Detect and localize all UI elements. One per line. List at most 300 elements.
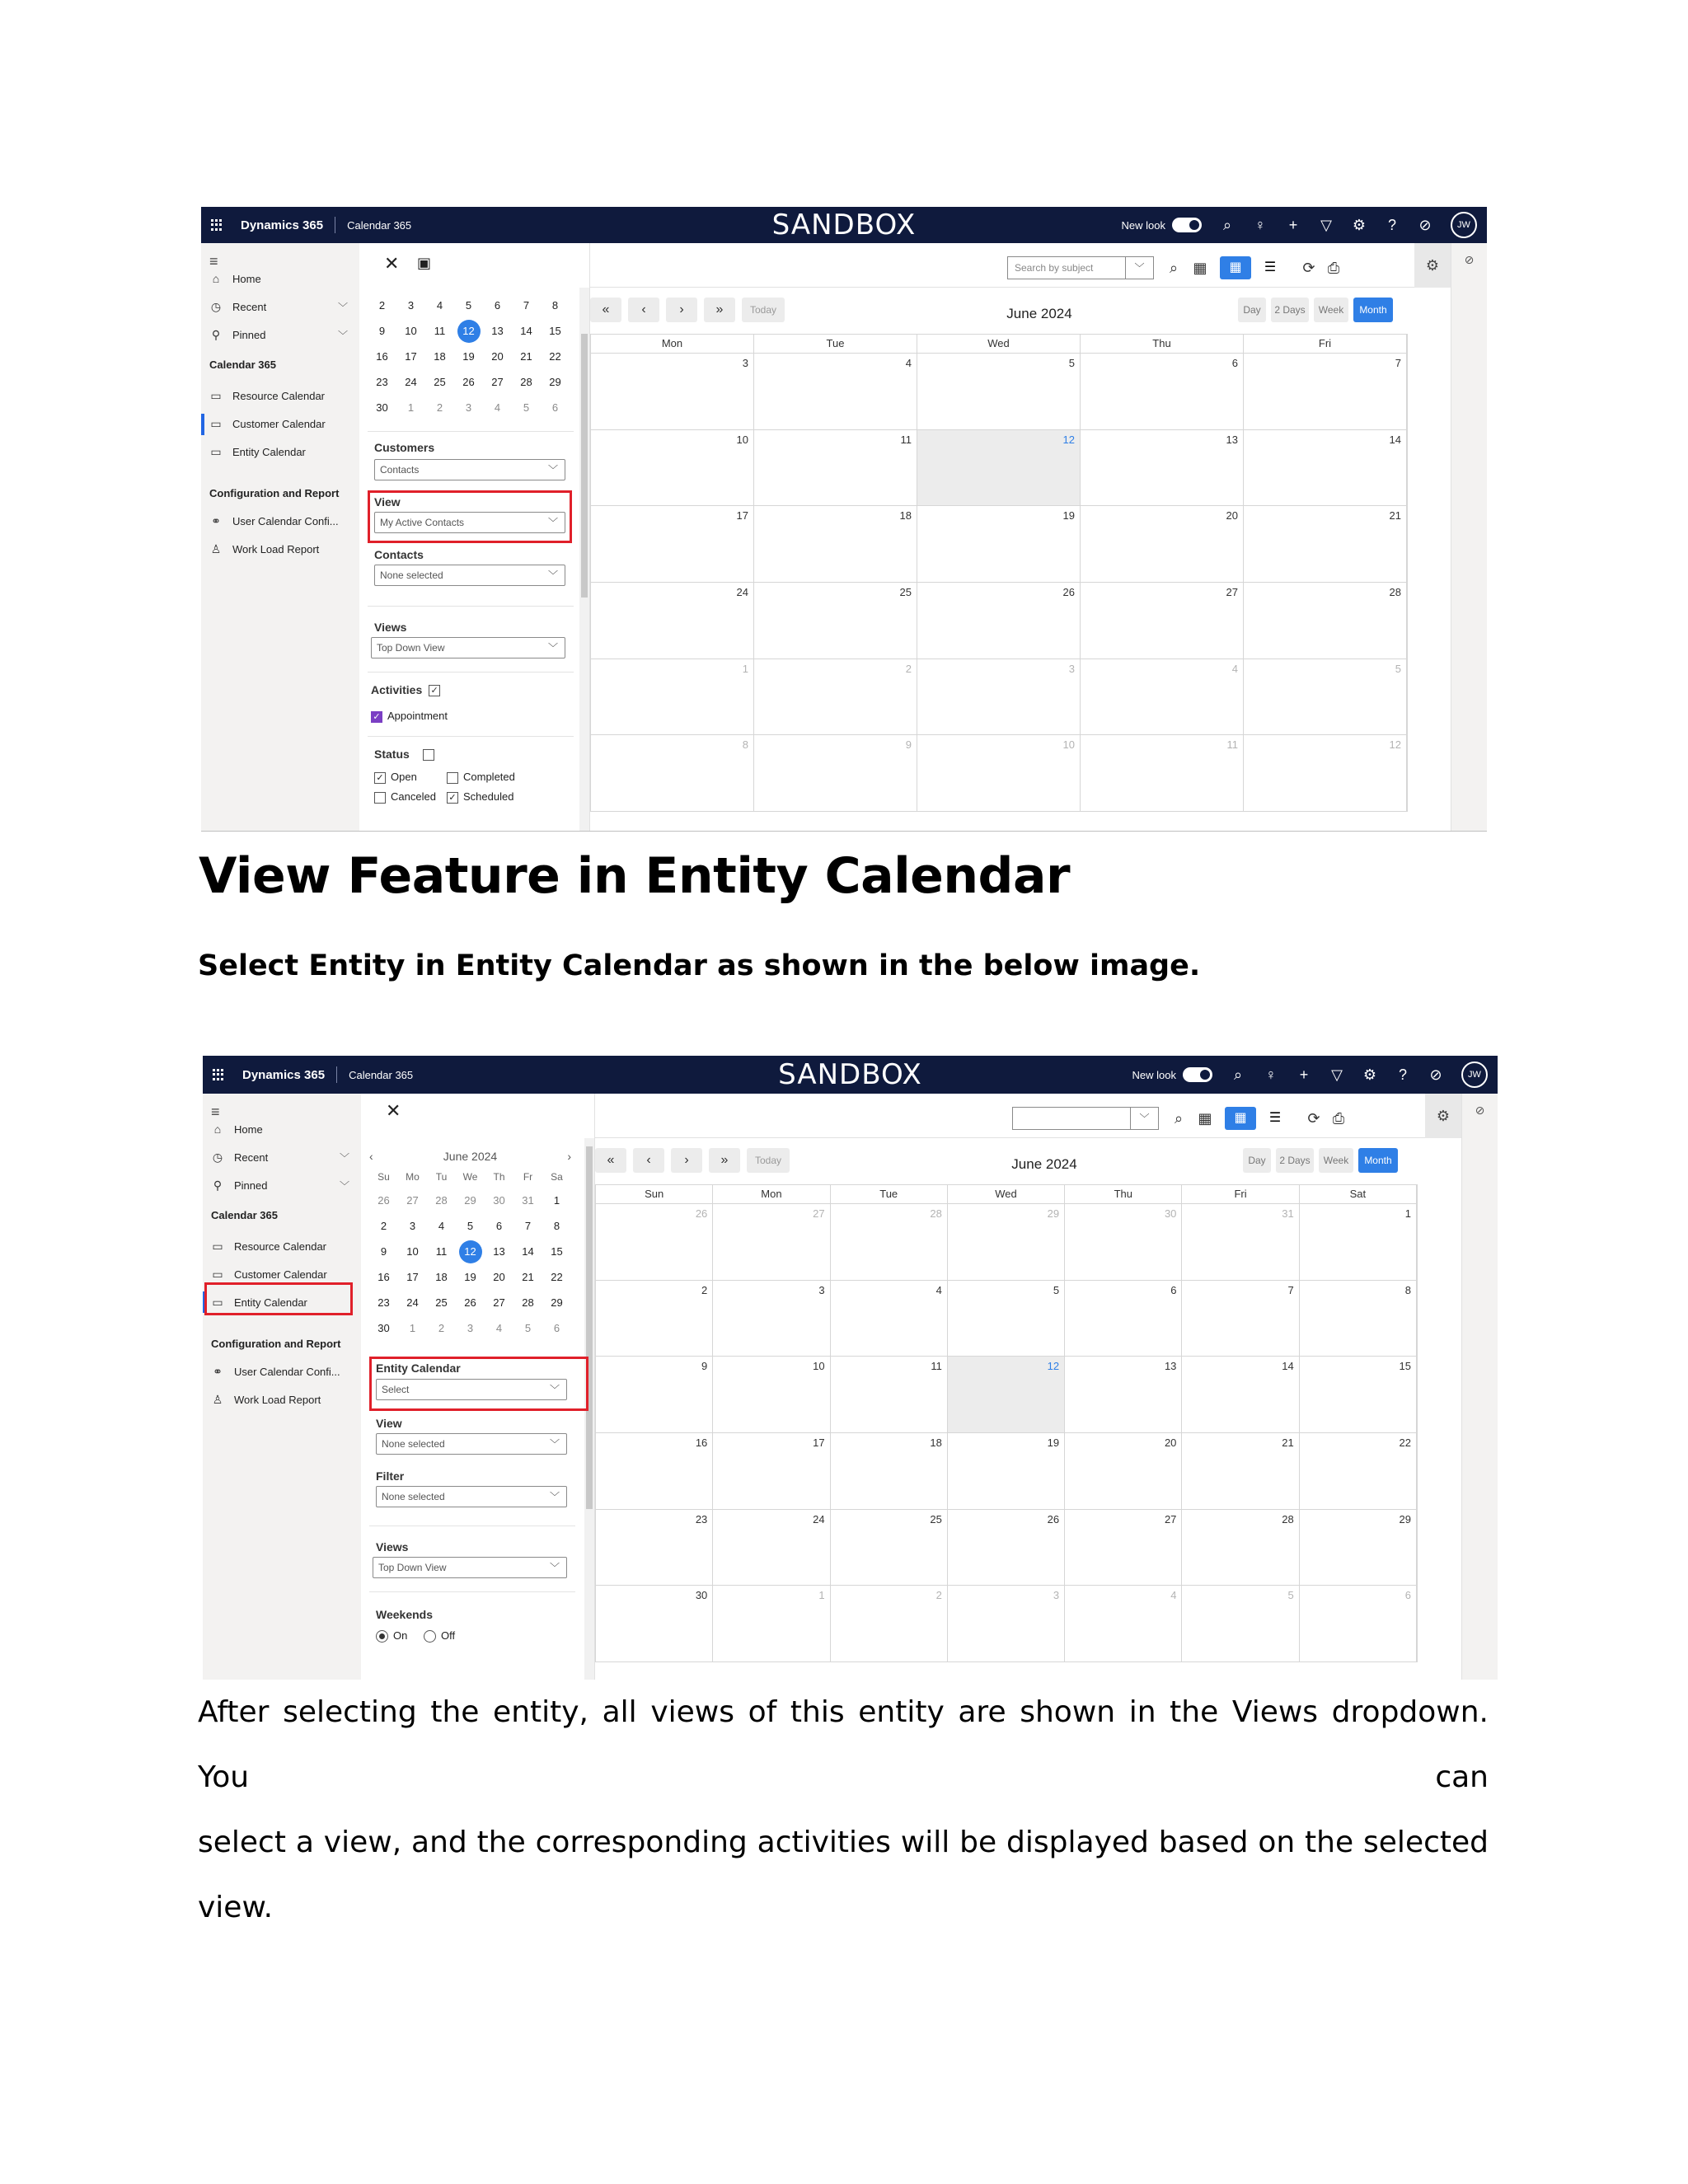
mini-week-row bbox=[369, 1264, 571, 1290]
mini-day[interactable]: 25 bbox=[434, 376, 446, 388]
two-days-button[interactable]: 2 Days bbox=[1276, 1148, 1314, 1173]
day-cell[interactable]: 13 bbox=[1065, 1356, 1182, 1432]
search-input[interactable] bbox=[1007, 256, 1154, 279]
sidebar-item-workload-report[interactable] bbox=[201, 537, 359, 561]
mini-day[interactable]: 20 bbox=[493, 1271, 505, 1283]
day-cell[interactable]: 26 bbox=[596, 1203, 713, 1280]
day-cell[interactable]: 24 bbox=[713, 1509, 830, 1586]
day-cell[interactable]: 1 bbox=[591, 658, 754, 735]
plus-icon[interactable]: + bbox=[1299, 1066, 1309, 1083]
day-cell[interactable]: 10 bbox=[917, 734, 1081, 811]
mini-day[interactable]: 23 bbox=[376, 376, 388, 388]
day-cell[interactable]: 28 bbox=[831, 1203, 948, 1280]
mini-day[interactable]: 19 bbox=[464, 1271, 476, 1283]
sidebar-item-label: Pinned bbox=[234, 1179, 268, 1192]
plus-icon[interactable]: + bbox=[1288, 217, 1298, 233]
sidebar-item-user-calendar-config[interactable] bbox=[201, 509, 359, 533]
day-cell[interactable]: 1 bbox=[713, 1585, 830, 1661]
mini-week-row bbox=[369, 1290, 571, 1315]
appointment-row bbox=[371, 710, 448, 723]
week-button[interactable]: Week bbox=[1319, 1148, 1353, 1173]
chevron-down-icon: ﹀ bbox=[549, 1438, 560, 1450]
help-icon[interactable]: ? bbox=[1398, 1066, 1407, 1083]
sidebar-item-label: Recent bbox=[234, 1151, 269, 1164]
view-label: View bbox=[376, 1417, 402, 1430]
calendar-check-icon[interactable]: ▦ bbox=[1193, 260, 1207, 276]
views-select[interactable] bbox=[373, 1557, 567, 1578]
mini-day[interactable]: 17 bbox=[406, 1271, 419, 1283]
sidebar-item-recent[interactable] bbox=[203, 1145, 361, 1169]
day-cell[interactable]: 20 bbox=[1081, 505, 1244, 582]
mini-day[interactable]: 14 bbox=[520, 325, 532, 337]
list-view-icon[interactable]: ☰ bbox=[1268, 1111, 1282, 1125]
toggle-switch[interactable] bbox=[1172, 218, 1202, 232]
day-cell[interactable]: 14 bbox=[1182, 1356, 1299, 1432]
day-cell[interactable]: 30 bbox=[1065, 1203, 1182, 1280]
lightbulb-icon[interactable]: ♀ bbox=[1254, 217, 1266, 233]
mini-day[interactable]: 27 bbox=[406, 1194, 419, 1207]
day-cell[interactable]: 19 bbox=[948, 1432, 1065, 1509]
next-icon[interactable]: › bbox=[666, 298, 697, 322]
screenshot-entity-calendar bbox=[203, 1056, 1498, 1680]
toggle-switch[interactable] bbox=[1183, 1067, 1212, 1082]
mini-day[interactable]: 10 bbox=[406, 1245, 419, 1258]
mini-day[interactable]: 1 bbox=[407, 401, 415, 414]
scrollbar[interactable] bbox=[579, 288, 589, 831]
day-cell[interactable]: 4 bbox=[754, 353, 917, 429]
day-cell[interactable]: 3 bbox=[591, 353, 754, 429]
mini-day[interactable]: 5 bbox=[467, 1220, 474, 1232]
contacts-label: Contacts bbox=[374, 548, 424, 561]
prev-month-icon[interactable]: « bbox=[590, 298, 621, 322]
mini-day[interactable]: 2 bbox=[378, 299, 386, 312]
mini-day[interactable]: 31 bbox=[522, 1194, 534, 1207]
mini-day[interactable]: 28 bbox=[520, 376, 532, 388]
on-radio[interactable] bbox=[376, 1630, 388, 1643]
day-cell[interactable]: 28 bbox=[1244, 582, 1407, 658]
mini-day[interactable]: 13 bbox=[493, 1245, 505, 1258]
day-cell[interactable]: 19 bbox=[917, 505, 1081, 582]
copilot-icon[interactable]: ⊘ bbox=[1475, 1104, 1485, 1117]
mini-day[interactable]: 1 bbox=[553, 1194, 560, 1207]
today-button[interactable]: Today bbox=[747, 1148, 790, 1173]
mini-day[interactable]: 18 bbox=[435, 1271, 448, 1283]
day-button[interactable]: Day bbox=[1238, 298, 1266, 322]
day-cell[interactable]: 30 bbox=[596, 1585, 713, 1661]
day-cell[interactable]: 20 bbox=[1065, 1432, 1182, 1509]
mini-week-row bbox=[369, 1213, 571, 1239]
nav-section-title: Configuration and Report bbox=[211, 1338, 341, 1350]
day-cell[interactable]: 6 bbox=[1065, 1280, 1182, 1357]
mini-day[interactable]: 5 bbox=[524, 1322, 532, 1334]
app-name[interactable]: Calendar 365 bbox=[349, 1068, 414, 1081]
print-icon[interactable]: ⎙ bbox=[1327, 260, 1340, 276]
mini-day[interactable]: 2 bbox=[380, 1220, 387, 1232]
select-value: Top Down View bbox=[377, 642, 445, 654]
day-cell[interactable]: 22 bbox=[1300, 1432, 1417, 1509]
app-launcher-icon[interactable] bbox=[211, 219, 223, 231]
contacts-select[interactable] bbox=[374, 565, 565, 586]
mini-day[interactable]: 27 bbox=[493, 1296, 505, 1309]
mini-day[interactable]: 3 bbox=[409, 1220, 416, 1232]
status-checkbox[interactable] bbox=[423, 749, 434, 761]
mini-day[interactable]: 1 bbox=[409, 1322, 416, 1334]
top-bar bbox=[201, 207, 1487, 243]
copilot-icon[interactable]: ⊘ bbox=[1464, 253, 1475, 266]
sidebar-item-pinned[interactable] bbox=[203, 1173, 361, 1197]
day-cell[interactable]: 10 bbox=[591, 429, 754, 506]
mini-day[interactable]: 7 bbox=[523, 299, 530, 312]
mini-day[interactable]: 11 bbox=[435, 1245, 448, 1258]
mini-day[interactable]: 21 bbox=[520, 350, 532, 363]
chevron-down-icon[interactable]: ﹀ bbox=[337, 301, 348, 313]
day-cell[interactable]: 4 bbox=[1081, 658, 1244, 735]
appointment-checkbox[interactable]: ✓ bbox=[371, 711, 382, 723]
day-cell[interactable]: 14 bbox=[1244, 429, 1407, 506]
mini-day[interactable]: 4 bbox=[436, 299, 443, 312]
day-cell[interactable]: 3 bbox=[948, 1585, 1065, 1661]
day-cell[interactable]: 2 bbox=[596, 1280, 713, 1357]
month-button[interactable]: Month bbox=[1358, 1148, 1398, 1173]
day-cell[interactable]: 27 bbox=[1081, 582, 1244, 658]
sidebar-item-entity-calendar[interactable] bbox=[201, 439, 359, 464]
filter-select[interactable] bbox=[376, 1486, 567, 1507]
mini-day[interactable]: 26 bbox=[377, 1194, 390, 1207]
day-cell[interactable]: 12 bbox=[1244, 734, 1407, 811]
day-cell[interactable]: 2 bbox=[754, 658, 917, 735]
today-button[interactable]: Today bbox=[742, 298, 785, 322]
customers-select[interactable] bbox=[374, 459, 565, 480]
weekends-off-option bbox=[424, 1629, 455, 1643]
sidebar-item-customer-calendar[interactable] bbox=[201, 411, 359, 436]
paragraph-line: After selecting the entity, all views of this entity are shown in the Views dropdown. You can bbox=[198, 1695, 1489, 1794]
mini-day[interactable]: 3 bbox=[467, 1322, 474, 1334]
list-view-icon[interactable]: ☰ bbox=[1264, 260, 1277, 274]
mini-week-row bbox=[368, 293, 570, 318]
select-value: My Active Contacts bbox=[380, 517, 465, 528]
search-icon[interactable]: ⌕ bbox=[1169, 260, 1179, 276]
mini-day[interactable]: 15 bbox=[549, 325, 561, 337]
sidebar-item-user-calendar-config[interactable] bbox=[203, 1359, 361, 1384]
avatar[interactable]: JW bbox=[1451, 212, 1477, 238]
day-cell[interactable]: 4 bbox=[831, 1280, 948, 1357]
two-days-button[interactable]: 2 Days bbox=[1271, 298, 1309, 322]
open-label: Open bbox=[391, 771, 417, 783]
mini-day[interactable]: 28 bbox=[435, 1194, 448, 1207]
brand-name[interactable]: Dynamics 365 bbox=[242, 1067, 326, 1082]
sidebar-item-recent[interactable] bbox=[201, 294, 359, 319]
mini-day[interactable]: 9 bbox=[378, 325, 386, 337]
filter-icon[interactable]: ▽ bbox=[1320, 217, 1332, 233]
mini-day[interactable]: 24 bbox=[406, 1296, 419, 1309]
day-cell[interactable]: 26 bbox=[948, 1509, 1065, 1586]
mini-day[interactable]: 2 bbox=[436, 401, 443, 414]
mini-day[interactable]: 6 bbox=[553, 1322, 560, 1334]
mini-day[interactable]: 25 bbox=[435, 1296, 448, 1309]
hamburger-icon[interactable]: ≡ bbox=[211, 1104, 220, 1120]
chevron-down-icon[interactable]: ﹀ bbox=[339, 1151, 349, 1164]
mini-day[interactable]: 17 bbox=[405, 350, 417, 363]
mini-day[interactable]: 16 bbox=[376, 350, 388, 363]
day-cell[interactable]: 15 bbox=[1300, 1356, 1417, 1432]
mini-day[interactable]: 30 bbox=[377, 1322, 390, 1334]
avatar[interactable]: JW bbox=[1461, 1062, 1488, 1088]
pin-icon: ⚲ bbox=[211, 327, 221, 341]
new-look-label: New look bbox=[1132, 1068, 1176, 1081]
save-icon[interactable]: ▣ bbox=[417, 255, 432, 271]
person-icon: ♙ bbox=[212, 1392, 223, 1406]
mini-day-today[interactable] bbox=[454, 320, 483, 343]
mini-day[interactable]: 22 bbox=[549, 350, 561, 363]
day-cell[interactable]: 21 bbox=[1244, 505, 1407, 582]
day-cell[interactable]: 5 bbox=[1244, 658, 1407, 735]
chevron-left-icon[interactable]: ‹ bbox=[369, 1150, 373, 1163]
mini-day[interactable]: 8 bbox=[553, 1220, 560, 1232]
mini-week-row bbox=[369, 1315, 571, 1341]
close-icon[interactable]: ✕ bbox=[384, 253, 400, 274]
mini-day[interactable]: 29 bbox=[464, 1194, 476, 1207]
day-cell[interactable]: 27 bbox=[713, 1203, 830, 1280]
day-cell[interactable]: 4 bbox=[1065, 1585, 1182, 1661]
gear-icon[interactable]: ⚙ bbox=[1414, 243, 1451, 288]
mini-day[interactable]: 3 bbox=[465, 401, 472, 414]
day-cell[interactable]: 28 bbox=[1182, 1509, 1299, 1586]
day-cell[interactable]: 1 bbox=[1300, 1203, 1417, 1280]
day-cell[interactable]: 18 bbox=[831, 1432, 948, 1509]
views-select[interactable] bbox=[371, 637, 565, 658]
day-cell[interactable]: 8 bbox=[591, 734, 754, 811]
next-icon[interactable]: › bbox=[671, 1148, 702, 1173]
sidebar-item-home[interactable] bbox=[201, 266, 359, 291]
close-icon[interactable]: ✕ bbox=[386, 1100, 401, 1121]
mini-day[interactable]: 18 bbox=[434, 350, 446, 363]
mini-day[interactable]: 3 bbox=[407, 299, 415, 312]
chevron-right-icon[interactable]: › bbox=[567, 1150, 571, 1163]
help-icon[interactable]: ? bbox=[1387, 217, 1396, 233]
mini-day[interactable]: 26 bbox=[464, 1296, 476, 1309]
today-marker: 12 bbox=[457, 320, 481, 343]
mini-day[interactable]: 10 bbox=[405, 325, 417, 337]
day-cell[interactable]: 5 bbox=[917, 353, 1081, 429]
mini-day[interactable]: 21 bbox=[522, 1271, 534, 1283]
day-cell[interactable]: 27 bbox=[1065, 1509, 1182, 1586]
day-cell[interactable]: 12 bbox=[917, 429, 1081, 506]
mini-day[interactable]: 29 bbox=[549, 376, 561, 388]
completed-checkbox[interactable] bbox=[447, 772, 458, 784]
sidebar-item-label: User Calendar Confi... bbox=[232, 514, 339, 527]
off-label: Off bbox=[441, 1629, 456, 1642]
mini-day[interactable]: 5 bbox=[523, 401, 530, 414]
brand-name[interactable]: Dynamics 365 bbox=[241, 218, 324, 232]
week-button[interactable]: Week bbox=[1314, 298, 1348, 322]
mini-day[interactable]: 15 bbox=[551, 1245, 563, 1258]
hamburger-icon[interactable]: ≡ bbox=[209, 253, 218, 269]
mini-day[interactable]: 30 bbox=[493, 1194, 505, 1207]
prev-icon[interactable]: ‹ bbox=[628, 298, 659, 322]
mini-day[interactable]: 9 bbox=[380, 1245, 387, 1258]
prev-icon[interactable]: ‹ bbox=[633, 1148, 664, 1173]
day-cell[interactable]: 2 bbox=[831, 1585, 948, 1661]
mini-day[interactable]: 16 bbox=[377, 1271, 390, 1283]
search-icon[interactable]: ⌕ bbox=[1233, 1066, 1243, 1083]
day-header: Wed bbox=[917, 335, 1081, 353]
prev-month-icon[interactable]: « bbox=[595, 1148, 626, 1173]
day-cell[interactable]: 11 bbox=[831, 1356, 948, 1432]
day-cell[interactable]: 5 bbox=[948, 1280, 1065, 1357]
scheduled-checkbox[interactable]: ✓ bbox=[447, 792, 458, 804]
day-cell[interactable]: 13 bbox=[1081, 429, 1244, 506]
day-cell[interactable]: 29 bbox=[1300, 1509, 1417, 1586]
refresh-icon[interactable]: ⟳ bbox=[1307, 1110, 1320, 1127]
day-cell[interactable]: 9 bbox=[754, 734, 917, 811]
mini-day[interactable]: 14 bbox=[522, 1245, 534, 1258]
gear-icon[interactable]: ⚙ bbox=[1425, 1094, 1461, 1138]
mini-calendar bbox=[368, 293, 570, 420]
day-cell[interactable]: 23 bbox=[596, 1509, 713, 1586]
mini-day[interactable]: 6 bbox=[495, 1220, 503, 1232]
day-button[interactable]: Day bbox=[1243, 1148, 1271, 1173]
calendar-check-icon[interactable]: ▦ bbox=[1198, 1110, 1212, 1127]
day-cell[interactable]: 25 bbox=[754, 582, 917, 658]
canceled-checkbox[interactable] bbox=[374, 792, 386, 804]
day-cell[interactable]: 12 bbox=[948, 1356, 1065, 1432]
next-month-icon[interactable]: » bbox=[709, 1148, 740, 1173]
day-cell[interactable]: 6 bbox=[1300, 1585, 1417, 1661]
activities-checkbox[interactable]: ✓ bbox=[429, 685, 440, 696]
day-cell[interactable]: 11 bbox=[1081, 734, 1244, 811]
day-cell[interactable]: 11 bbox=[754, 429, 917, 506]
view-select[interactable] bbox=[376, 1433, 567, 1455]
mini-day[interactable]: 30 bbox=[376, 401, 388, 414]
app-name[interactable]: Calendar 365 bbox=[347, 218, 412, 232]
mini-day[interactable]: 29 bbox=[551, 1296, 563, 1309]
day-cell[interactable]: 3 bbox=[917, 658, 1081, 735]
chevron-down-icon[interactable]: ﹀ bbox=[337, 329, 348, 341]
sidebar-item-pinned[interactable] bbox=[201, 322, 359, 347]
chevron-down-icon[interactable]: ﹀ bbox=[1125, 257, 1153, 279]
day-cell[interactable]: 25 bbox=[831, 1509, 948, 1586]
day-cell[interactable]: 8 bbox=[1300, 1280, 1417, 1357]
mini-day[interactable]: 22 bbox=[551, 1271, 563, 1283]
mini-day[interactable]: 4 bbox=[438, 1220, 445, 1232]
search-input[interactable] bbox=[1012, 1107, 1159, 1130]
calendar-icon: ▭ bbox=[210, 416, 222, 430]
app-launcher-icon[interactable] bbox=[213, 1069, 224, 1080]
divider bbox=[369, 1591, 575, 1592]
grid-view-icon[interactable]: ▦ bbox=[1220, 256, 1251, 279]
day-cell[interactable]: 6 bbox=[1081, 353, 1244, 429]
month-button[interactable]: Month bbox=[1353, 298, 1393, 322]
view-select[interactable] bbox=[374, 512, 565, 533]
mini-day[interactable]: 20 bbox=[491, 350, 504, 363]
search-icon[interactable]: ⌕ bbox=[1222, 217, 1232, 233]
day-cell[interactable]: 9 bbox=[596, 1356, 713, 1432]
day-header: Fri bbox=[1182, 1185, 1299, 1203]
day-cell[interactable]: 31 bbox=[1182, 1203, 1299, 1280]
settings-icon[interactable]: ⚙ bbox=[1352, 217, 1367, 233]
day-cell[interactable]: 24 bbox=[591, 582, 754, 658]
month-grid bbox=[590, 334, 1408, 812]
day-cell[interactable]: 17 bbox=[591, 505, 754, 582]
sidebar-item-home[interactable] bbox=[203, 1117, 361, 1141]
mini-day[interactable]: 2 bbox=[438, 1322, 445, 1334]
sidebar-item-resource-calendar[interactable] bbox=[201, 383, 359, 408]
home-icon: ⌂ bbox=[212, 272, 220, 285]
filter-label: Filter bbox=[376, 1469, 405, 1483]
mini-calendar bbox=[369, 1166, 571, 1341]
open-checkbox[interactable]: ✓ bbox=[374, 772, 386, 784]
new-look-toggle[interactable] bbox=[1132, 1067, 1212, 1082]
mini-day[interactable]: 4 bbox=[495, 1322, 503, 1334]
day-cell[interactable]: 18 bbox=[754, 505, 917, 582]
scheduled-option bbox=[447, 790, 513, 804]
day-cell[interactable]: 21 bbox=[1182, 1432, 1299, 1509]
mini-day[interactable]: 27 bbox=[491, 376, 504, 388]
day-cell[interactable]: 7 bbox=[1182, 1280, 1299, 1357]
filter-panel bbox=[361, 1094, 595, 1680]
sidebar-item-workload-report[interactable] bbox=[203, 1387, 361, 1412]
mini-day[interactable]: 24 bbox=[405, 376, 417, 388]
body-paragraph bbox=[198, 1680, 1489, 1940]
mini-day[interactable]: 11 bbox=[434, 325, 446, 337]
sidebar-item-resource-calendar[interactable] bbox=[203, 1234, 361, 1258]
day-cell[interactable]: 26 bbox=[917, 582, 1081, 658]
day-cell[interactable]: 3 bbox=[713, 1280, 830, 1357]
mini-day[interactable]: 6 bbox=[551, 401, 559, 414]
mini-day[interactable]: 8 bbox=[551, 299, 559, 312]
calendar-nav bbox=[590, 288, 1451, 332]
lightbulb-icon[interactable]: ♀ bbox=[1265, 1066, 1277, 1083]
day-cell[interactable]: 17 bbox=[713, 1432, 830, 1509]
day-cell[interactable]: 10 bbox=[713, 1356, 830, 1432]
filter-icon[interactable]: ▽ bbox=[1331, 1066, 1343, 1083]
calendar-toolbar bbox=[590, 243, 1451, 288]
day-cell[interactable]: 29 bbox=[948, 1203, 1065, 1280]
copilot-icon[interactable]: ⊘ bbox=[1429, 1066, 1442, 1083]
new-look-label: New look bbox=[1121, 218, 1165, 232]
mini-day[interactable]: 26 bbox=[462, 376, 475, 388]
mini-day[interactable]: 4 bbox=[494, 401, 501, 414]
mini-day[interactable]: 23 bbox=[377, 1296, 390, 1309]
canceled-label: Canceled bbox=[391, 790, 436, 803]
grid-view-icon[interactable]: ▦ bbox=[1225, 1107, 1256, 1130]
mini-day[interactable]: 13 bbox=[491, 325, 504, 337]
dow-label: Su bbox=[377, 1171, 390, 1183]
day-header: Mon bbox=[713, 1185, 830, 1203]
mini-day[interactable]: 6 bbox=[494, 299, 501, 312]
search-icon[interactable]: ⌕ bbox=[1174, 1110, 1184, 1127]
new-look-toggle[interactable] bbox=[1122, 218, 1202, 232]
mini-day[interactable]: 19 bbox=[462, 350, 475, 363]
settings-icon[interactable]: ⚙ bbox=[1362, 1066, 1377, 1083]
chevron-down-icon[interactable]: ﹀ bbox=[1130, 1108, 1158, 1129]
completed-option bbox=[447, 771, 515, 784]
mini-day[interactable]: 28 bbox=[522, 1296, 534, 1309]
refresh-icon[interactable]: ⟳ bbox=[1302, 260, 1315, 276]
mini-day-today[interactable] bbox=[456, 1240, 485, 1263]
print-icon[interactable]: ⎙ bbox=[1332, 1110, 1345, 1127]
entity-select[interactable] bbox=[376, 1379, 567, 1400]
day-cell[interactable]: 7 bbox=[1244, 353, 1407, 429]
chevron-down-icon[interactable]: ﹀ bbox=[339, 1179, 349, 1192]
copilot-icon[interactable]: ⊘ bbox=[1418, 217, 1432, 233]
day-cell[interactable]: 16 bbox=[596, 1432, 713, 1509]
day-cell[interactable]: 5 bbox=[1182, 1585, 1299, 1661]
off-radio[interactable] bbox=[424, 1630, 436, 1643]
next-month-icon[interactable]: » bbox=[704, 298, 735, 322]
mini-day[interactable]: 7 bbox=[524, 1220, 532, 1232]
mini-day[interactable]: 5 bbox=[465, 299, 472, 312]
